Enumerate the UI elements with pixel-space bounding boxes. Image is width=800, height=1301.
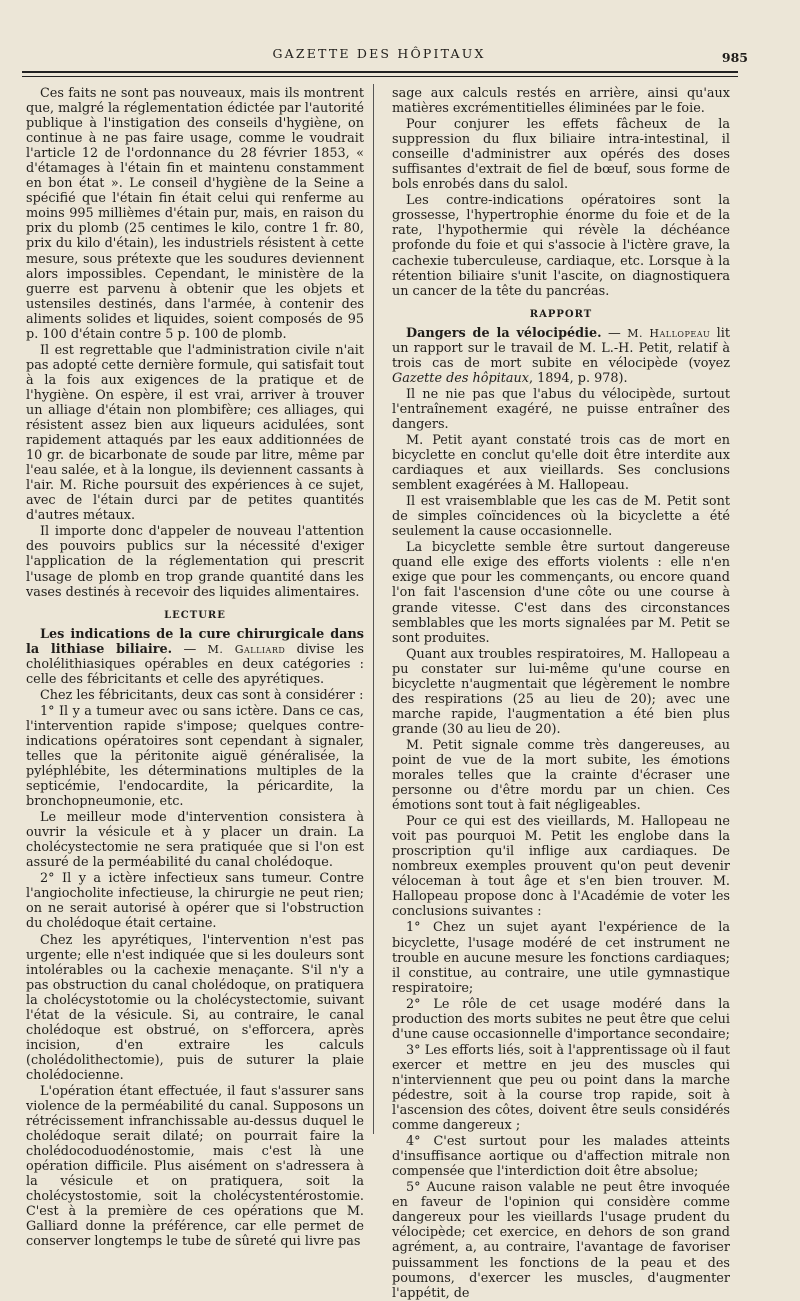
author-name: M. Hallopeau [627,326,711,340]
header-rule-thin [22,76,738,77]
paragraph: M. Petit signale comme très dangereuses, au point de vue de la mort subite, les émotions morales telles que la crainte d'écraser une personne ou d'être mordu par un chien. Ces émotions sont tout à fait négligeables. [392,737,730,814]
article-lead-paragraph [26,627,364,687]
paragraph: 3° Les efforts liés, soit à l'apprentissage où il faut exercer et mettre en jeu des muscles qui n'interviennent que peu ou point dans la marche pédestre, soit à la course trop rapide, soit à l'ascension des côtes, doivent être seuls considérés comme dangereux ; [392,1042,730,1134]
paragraph: Le meilleur mode d'intervention consistera à ouvrir la vésicule et à y placer un drain. La cholécystectomie ne sera pratiquée que si l'on est assuré de la perméabilité du canal cholédoque. [26,810,364,871]
article-lead-paragraph [392,326,730,386]
article-title: Les indications de la cure chirurgicale dans la lithiase biliaire. [26,626,364,657]
page-header [20,44,748,66]
paragraph: Chez les apyrétiques, l'intervention n'est pas urgente; elle n'est indiquée que si les douleurs sont intolérables ou la cachexie menaçante. S'il n'y a pas obstruction du canal cholédoque, on pratiquera la cholécystotomie ou la cholécystectomie, suivant l'état de la vésicule. Si, au contraire, le canal cholédoque est obstrué, on s'efforcera, après incision, d'en extraire les calculs (cholédolithectomie), puis de suturer la plaie cholédocienne. [26,932,364,1083]
author-name: M. Galliard [207,642,286,656]
section-heading-rapport: RAPPORT [529,308,593,320]
dash: — [601,325,628,341]
paragraph: Il est vraisemblable que les cas de M. Petit sont de simples coïncidences où la bicyclette a été seulement la cause occasionnelle. [392,494,730,540]
left-column [26,86,364,1250]
paragraph: 1° Chez un sujet ayant l'expérience de la bicyclette, l'usage modéré de cet instrument ne trouble en aucune mesure les fonctions cardiaques; il constitue, au contraire, une utile gymnastique respiratoire; [392,920,730,996]
paragraph-text: divise les cholélithiasiques opérables en deux catégories : celle des fébricitants et celle des apyrétiques. [26,641,364,687]
column-divider [373,84,374,1134]
paragraph: Il ne nie pas que l'abus du vélocipède, surtout l'entraînement exagéré, ne puisse entraîner des dangers. [392,386,730,432]
paragraph: M. Petit ayant constaté trois cas de mort en bicyclette en conclut qu'elle doit être interdite aux cardiaques et aux vieillards. Ses conclusions semblent exagérées à M. Hallopeau. [392,432,730,494]
journal-reference: Gazette des hôpitaux [392,370,529,386]
paragraph: 1° Il y a tumeur avec ou sans ictère. Dans ce cas, l'intervention rapide s'impose; quelques contre-indications opératoires sont cependant à signaler, telles que la péritonite aiguë généralisée, la pyléphlébite, les déterminations multiples de la septicémie, l'endocardite, la péricardite, la bronchopneumonie, etc. [26,703,364,810]
paragraph: Chez les fébricitants, deux cas sont à considérer : [40,687,364,703]
article-title: Dangers de la vélocipédie. [406,325,602,341]
paragraph: La bicyclette semble être surtout dangereuse quand elle exige des efforts violents : elle n'en exige que pour les commençants, ou encore quand l'on fait l'ascension d'une côte ou une course à grande vitesse. C'est dans des circonstances semblables que les morts signalées par M. Petit se sont produites. [392,540,730,646]
paragraph: Il importe donc d'appeler de nouveau l'attention des pouvoirs publics sur la nécessité d'exiger l'application de la réglementation qui prescrit l'usage de plomb en trop grande quantité dans les vases destinés à recevoir des liquides alimentaires. [26,524,364,600]
paragraph-text: lit un rapport sur le travail de M. L.-H. Petit, relatif à trois cas de mort subite en vélocipède (voyez [392,325,730,371]
paragraph: 5° Aucune raison valable ne peut être invoquée en faveur de l'opinion qui considère comme dangereux pour les vieillards l'usage prudent du vélocipède; cet exercice, en dehors de son grand agrément, a, au contraire, l'avantage de favoriser puissamment les fonctions de la peau et des poumons, d'exercer les muscles, d'augmenter l'appétit, de [392,1180,730,1301]
paragraph: Pour ce qui est des vieillards, M. Hallopeau ne voit pas pourquoi M. Petit les englobe dans la proscription qu'il inflige aux cardiaques. De nombreux exemples prouvent qu'on peut devenir véloceman à tout âge et s'en bien trouver. M. Hallopeau propose donc à l'Académie de voter les conclusions suivantes : [392,814,730,920]
paragraph: Ces faits ne sont pas nouveaux, mais ils montrent que, malgré la réglementation édictée par l'autorité publique à l'instigation des conseils d'hygiène, on continue à ne pas faire usage, comme le voudrait l'article 12 de l'ordonnance du 28 février 1853, « d'étamages à l'étain fin et maintenu constamment en bon état ». Le conseil d'hygiène de la Seine a spécifié que l'étain fin était celui qui renferme au moins 995 millièmes d'étain pur, mais, en raison du prix du plomb (25 centimes le kilo, contre 1 fr. 80, prix du kilo d'étain), les industriels résistent à cette mesure, sous prétexte que les soudures deviennent alors impossibles. Cependant, le ministère de la guerre est parvenu à obtenir que les objets et ustensiles destinés, dans l'armée, à contenir des aliments solides et liquides, soient composés de 95 p. 100 d'étain contre 5 p. 100 de plomb. [26,86,364,342]
section-heading-lecture: LECTURE [164,609,226,621]
paragraph: L'opération étant effectuée, il faut s'assurer sans violence de la perméabilité du canal. Supposons un rétrécissement infranchissable au-dessus duquel le cholédoque serait dilaté; on pourrait faire la cholédocoduodénostomie, mais c'est là une opération difficile. Plus aisément on s'adressera à la vésicule et on pratiquera, soit la cholécystostomie, soit la cholécystentérostomie. C'est à la première de ces opérations que M. Galliard donne la préférence, car elle permet de conserver longtemps le tube de sûreté qui livre pas [26,1084,364,1250]
paragraph: 2° Il y a ictère infectieux sans tumeur. Contre l'angiocholite infectieuse, la chirurgie ne peut rien; on ne serait autorisé à opérer que si l'obstruction du cholédoque était certaine. [26,871,364,932]
paragraph: Pour conjurer les effets fâcheux de la suppression du flux biliaire intra-intestinal, il conseille d'administrer aux opérés des doses suffisantes d'extrait de fiel de bœuf, sous forme de bols enrobés dans du salol. [392,117,730,193]
paragraph: 4° C'est surtout pour les malades atteints d'insuffisance aortique ou d'affection mitrale non compensée que l'interdiction doit être absolue; [392,1134,730,1180]
page-number: 985 [721,50,748,65]
header-rule-thick [22,71,738,73]
paragraph: Les contre-indications opératoires sont la grossesse, l'hypertrophie énorme du foie et de la rate, l'hypothermie qui révèle la déchéance profonde du foie et qui s'associe à l'ictère grave, la cachexie tuberculeuse, cardiaque, etc. Lorsque à la rétention biliaire s'unit l'ascite, on diagnostiquera un cancer de la tête du pancréas. [392,193,730,299]
paragraph-text: , 1894, p. 978). [528,370,628,386]
journal-title: GAZETTE DES HÔPITAUX [272,46,486,61]
paragraph-continued: sage aux calculs restés en arrière, ainsi qu'aux matières excrémentitielles éliminées par le foie. [392,86,730,117]
paragraph: Il est regrettable que l'administration civile n'ait pas adopté cette dernière formule, qui satisfait tout à la fois aux exigences de la pratique et de l'hygiène. On espère, il est vrai, arriver à trouver un alliage d'étain non plombifère; ces alliages, qui résistent assez bien aux liqueurs acidulées, sont rapidement attaqués par les eaux additionnées de 10 gr. de bicarbonate de soude par litre, même par l'eau salée, et à la longue, ils deviennent cassants à l'air. M. Riche poursuit des expériences à ce sujet, avec de l'étain durci par de petites quantités d'autres métaux. [26,342,364,524]
dash: — [172,641,208,657]
paragraph: Quant aux troubles respiratoires, M. Hallopeau a pu constater sur lui-même qu'une course en bicyclette n'augmentait que légèrement le nombre des respirations (25 au lieu de 20); avec une marche rapide, l'augmentation a été bien plus grande (30 au lieu de 20). [392,646,730,737]
paragraph: 2° Le rôle de cet usage modéré dans la production des morts subites ne peut être que celui d'une cause occasionnelle d'importance secondaire; [392,996,730,1042]
right-column [392,86,730,1301]
